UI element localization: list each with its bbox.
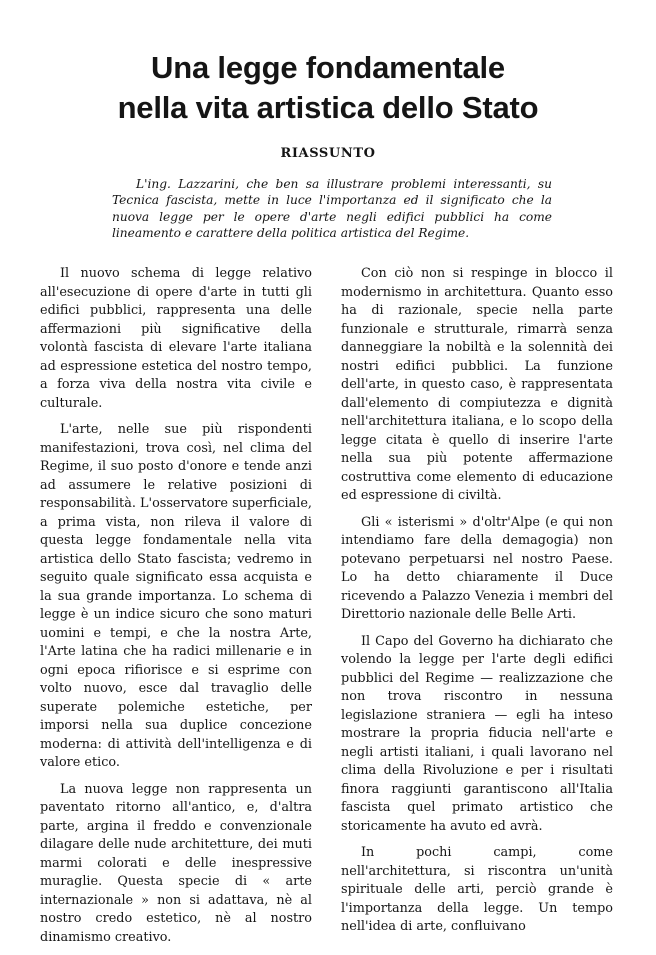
paragraph: Il nuovo schema di legge relativo all'esecuzione di opere d'arte in tutti gli edifici pubblici, rappresenta una delle affermazioni più significative della volontà fascista di elevare l'arte italiana ad espressione estetica del nostro tempo, a forza viva della nostra vita civile e culturale. xyxy=(40,266,312,411)
paragraph: In pochi campi, come nell'architettura, si riscontra un'unità spirituale delle arti, perciò grande è l'importanza della legge. Un tempo nell'idea di arte, confluivano xyxy=(341,845,613,934)
summary-heading: RIASSUNTO xyxy=(280,146,376,161)
paragraph: L'arte, nelle sue più rispondenti manifestazioni, trova così, nel clima del Regime, il suo posto d'onore e tende anzi ad assumere le relative posizioni di responsabilità. L'osservatore superficiale, a prima vista, non rileva il valore di questa legge fondamentale nella vita artistica dello Stato fascista; vedremo in seguito quale significato essa acquista e la sua grande importanza. Lo schema di legge è un indice sicuro che sono maturi uomini e tempi, e che la nostra Arte, l'Arte latina che ha radici millenarie e in ogni epoca rifiorisce e si esprime con volto nuovo, esce dal travaglio delle superate polemiche estetiche, per imporsi nella sua duplice concezione moderna: di attività dell'intelligenza e di valore etico. xyxy=(40,422,312,770)
title-line-2: nella vita artistica dello Stato xyxy=(117,90,539,125)
paragraph: Gli « isterismi » d'oltr'Alpe (e qui non intendiamo fare della demagogia) non potevano perpetuarsi nel nostro Paese. Lo ha detto chiaramente il Duce ricevendo a Palazzo Venezia i membri del Direttorio nazionale delle Belle Arti. xyxy=(341,514,613,622)
right-column xyxy=(341,265,613,945)
page-title xyxy=(0,48,656,128)
left-column xyxy=(40,265,312,955)
summary-abstract: L'ing. Lazzarini, che ben sa illustrare problemi interessanti, su Tecnica fascista, mette in luce l'importanza ed il significato che la nuova legge per le opere d'arte negli edifici pubblici ha come lineamento e carattere della politica artistica del Regime. xyxy=(112,177,552,241)
title-line-1: Una legge fondamentale xyxy=(151,50,505,85)
paragraph: Con ciò non si respinge in blocco il modernismo in architettura. Quanto esso ha di razionale, specie nella parte funzionale e strutturale, rimarrà senza danneggiare la nobiltà e la solennità dei nostri edifici pubblici. La funzione dell'arte, in questo caso, è rappresentata dall'elemento di compiutezza e dignità nell'architettura italiana, e lo scopo della legge citata è quello di inserire l'arte nella sua più potente affermazione costruttiva come elemento di educazione ed espressione di civiltà. xyxy=(341,266,613,503)
paragraph: La nuova legge non rappresenta un paventato ritorno all'antico, e, d'altra parte, argina il freddo e convenzionale dilagare delle nude architetture, dei muti marmi colorati e delle inespressive muraglie. Questa specie di « arte internazionale » non si adattava, nè al nostro credo estetico, nè al nostro dinamismo creativo. xyxy=(40,781,312,945)
paragraph: Il Capo del Governo ha dichiarato che volendo la legge per l'arte degli edifici pubblici del Regime — realizzazione che non trova riscontro in nessuna legislazione straniera — egli ha inteso mostrare la propria fiducia nell'arte e negli artisti italiani, i quali lavorano nel clima della Rivoluzione e per i risultati finora raggiunti garantiscono all'Italia fascista quel primato artistico che storicamente ha avuto ed avrà. xyxy=(341,633,613,834)
